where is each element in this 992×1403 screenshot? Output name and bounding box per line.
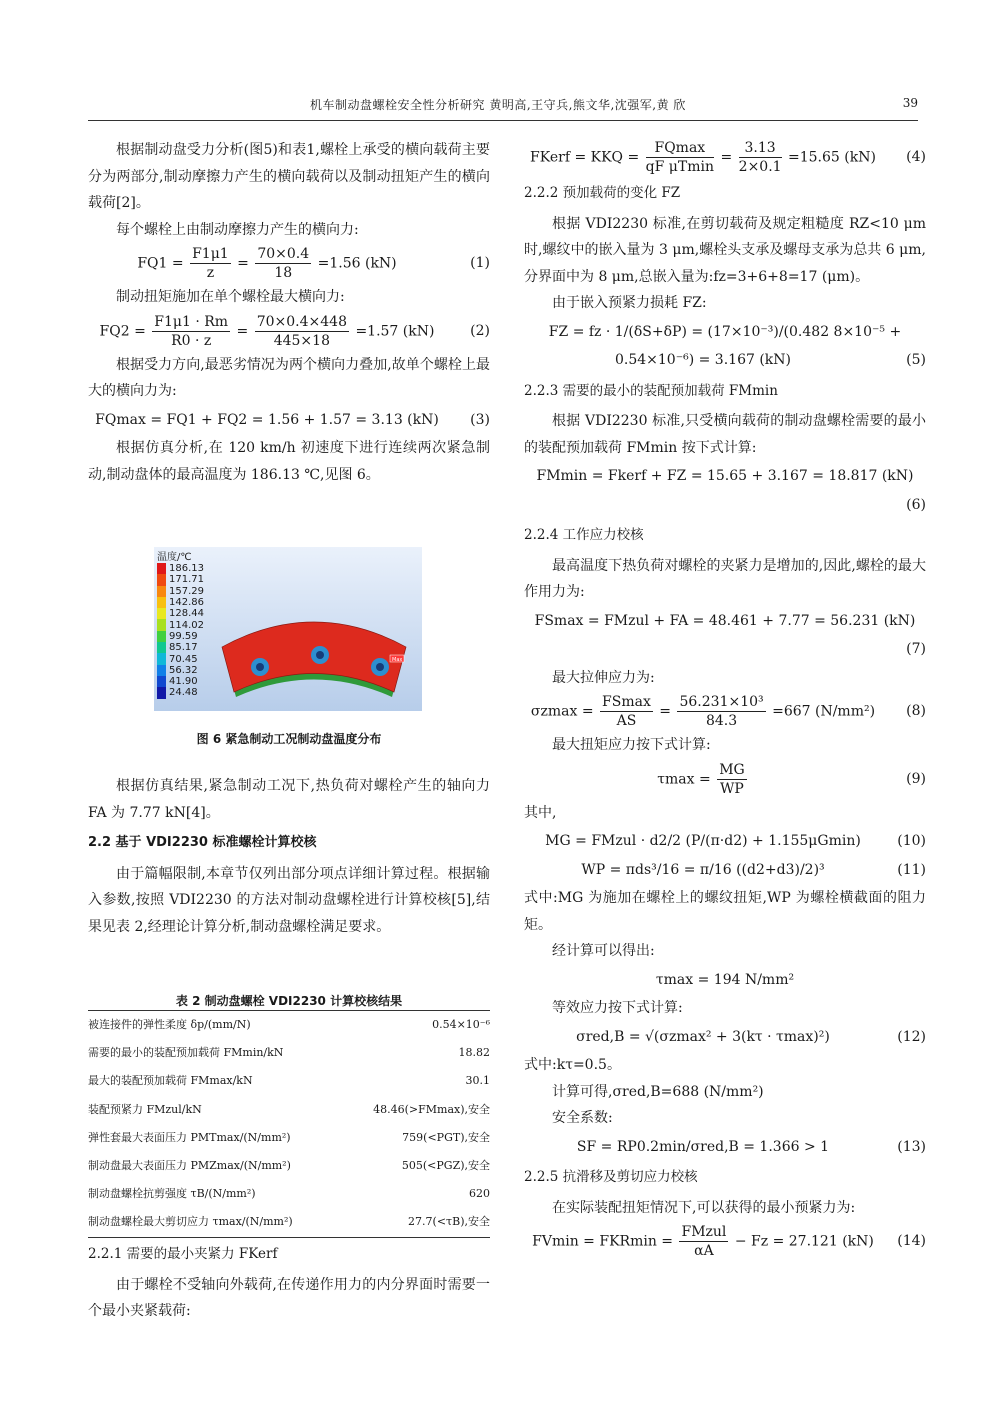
legend-value: 171.71 xyxy=(169,574,204,586)
equation-3: FQmax = FQ1 + FQ2 = 1.56 + 1.57 = 3.13 (kN) (3) xyxy=(88,407,490,434)
temperature-figure xyxy=(154,547,422,711)
paragraph: 根据仿真分析,在 120 km/h 初速度下进行连续两次紧急制动,制动盘体的最高温度为 186.13 ℃,见图 6。 xyxy=(88,440,490,483)
eq-lhs: FQ1 = xyxy=(137,255,184,272)
table-cell-value: 505(<PGZ),安全 xyxy=(401,1158,490,1172)
subsection-heading: 2.2.4 工作应力校核 xyxy=(524,527,644,543)
legend-value: 142.86 xyxy=(169,597,204,609)
table-cell-value: 48.46(>FMmax),安全 xyxy=(373,1102,490,1116)
table-row xyxy=(88,1011,490,1039)
header-divider xyxy=(88,120,918,121)
table-cell-value: 0.54×10⁻⁶ xyxy=(432,1018,490,1031)
fraction: $\frac{F1\mu 1}{z}$ xyxy=(192,246,229,281)
paragraph: 式中:kτ=0.5。 xyxy=(524,1057,621,1073)
running-header xyxy=(88,96,918,114)
equation-1: FQ1 = $\frac{F1\mu 1}{z}$ = $\frac{70\times 0.4}{18}$ =1.56 (kN) (1) xyxy=(137,246,490,281)
equation-number: (6) xyxy=(906,496,926,513)
legend-value: 56.32 xyxy=(169,664,198,676)
paragraph: 式中:MG 为施加在螺栓上的螺纹扭矩,WP 为螺栓横截面的阻力矩。 xyxy=(524,890,926,933)
table-row xyxy=(88,1096,490,1124)
equation-number: (12) xyxy=(897,1028,926,1045)
equation-number: (8) xyxy=(906,703,926,720)
legend-value: 157.29 xyxy=(169,585,204,597)
left-column xyxy=(88,137,490,488)
table-cell-parameter: 装配预紧力 FMzul/kN xyxy=(88,1102,202,1116)
table-row xyxy=(88,1208,490,1236)
paragraph: 计算可得,σred,B=688 (N/mm²) xyxy=(552,1083,764,1100)
paragraph: 最大扭矩应力按下式计算: xyxy=(552,737,711,753)
equation-tau: τmax = 194 N/mm² xyxy=(655,971,795,988)
equation-number: (14) xyxy=(897,1233,926,1250)
table-row xyxy=(88,1180,490,1208)
legend-value: 186.13 xyxy=(169,563,204,575)
equation-8: σzmax = $\frac{FSmax}{AS}$ = $\frac{\text{56.231×10³}}{84.3}$ =667 (N/mm²) (8) xyxy=(530,694,926,729)
subsection-heading: 2.2.5 抗滑移及剪切应力校核 xyxy=(524,1169,698,1185)
table-cell-value: 27.7(<τB),安全 xyxy=(408,1215,490,1229)
section-heading: 2.2 基于 VDI2230 标准螺栓计算校核 xyxy=(88,835,317,850)
paragraph: 制动扭矩施加在单个螺栓最大横向力: xyxy=(116,289,345,305)
fraction: $\frac{F1\mu 1 \cdot Rm}{R0 \cdot z}$ xyxy=(154,313,229,349)
legend-value: 114.02 xyxy=(169,619,204,631)
paragraph: 每个螺栓上由制动摩擦力产生的横向力: xyxy=(116,221,359,238)
equation-9: τmax = $\frac{MG}{WP}$ (9) xyxy=(657,761,926,797)
equation-10: MG = FMzul · d2/2 (P/(π·d2) + 1.155μGmin) (10) xyxy=(524,828,926,855)
equation-12: σred,B = √(σzmax² + 3(kτ · τmax)²) (12) xyxy=(524,1024,926,1051)
table-cell-parameter: 弹性套最大表面压力 PMTmax/(N/mm²) xyxy=(88,1130,291,1144)
fraction: $\frac{FSmax}{AS}$ xyxy=(602,694,651,729)
table-row xyxy=(88,1152,490,1180)
page-number: 39 xyxy=(902,96,918,110)
equation-number: (3) xyxy=(470,411,490,428)
eq-rhs: =1.56 (kN) xyxy=(317,255,397,272)
legend-value: 70.45 xyxy=(169,653,198,665)
equation-number: (5) xyxy=(906,352,926,368)
fraction: $\frac{\text{56.231×10³}}{84.3}$ xyxy=(679,694,764,729)
equation-number: (2) xyxy=(470,322,490,339)
paragraph: 安全系数: xyxy=(552,1110,613,1126)
right-column xyxy=(524,137,926,1262)
paragraph: 根据制动盘受力分析(图5)和表1,螺栓上承受的横向载荷主要分为两部分,制动摩擦力产生的横向载荷以及制动扭矩产生的横向载荷[2]。 xyxy=(88,142,490,211)
table-cell-parameter: 需要的最小的装配预加载荷 FMmin/kN xyxy=(88,1046,284,1060)
paragraph: 由于螺栓不受轴向外载荷,在传递作用力的内分界面时需要一个最小夹紧载荷: xyxy=(88,1276,490,1319)
equation-number: (7) xyxy=(906,641,926,657)
subsection-heading: 2.2.2 预加载荷的变化 FZ xyxy=(524,185,681,201)
paragraph: 根据受力方向,最恶劣情况为两个横向力叠加,故单个螺栓上最大的横向力为: xyxy=(88,356,490,399)
equation-4: FKerf = KKQ = $\frac{FQmax}{\text{qF μTmin}}$ = $\frac{3.13}{2\times 0.1}$ =15.65 (kN) (4) xyxy=(530,140,926,175)
table-cell-value: 30.1 xyxy=(465,1074,490,1088)
results-table xyxy=(88,1010,490,1238)
brake-disc-render xyxy=(154,547,422,711)
equation-number: (1) xyxy=(470,255,490,272)
equation-number: (9) xyxy=(906,770,926,787)
legend-title: 温度/℃ xyxy=(157,552,192,563)
equation-number: (13) xyxy=(897,1138,926,1155)
table-cell-value: 759(<PGT),安全 xyxy=(402,1130,490,1144)
equation-7: FSmax = FMzul + FA = 48.461 + 7.77 = 56.231 (kN) xyxy=(534,612,916,629)
equation-13: SF = RP0.2min/σred,B = 1.366 > 1 (13) xyxy=(524,1134,926,1161)
fraction: $\frac{MG}{WP}$ xyxy=(719,761,745,797)
legend-value: 99.59 xyxy=(169,630,198,642)
paragraph: 根据 VDI2230 标准,只受横向载荷的制动盘螺栓需要的最小的装配预加载荷 FMmin 按下式计算: xyxy=(524,413,926,456)
equation-number: (10) xyxy=(897,833,926,849)
equation-11: WP = πds³/16 = π/16 ((d2+d3)/2)³ (11) xyxy=(524,857,926,884)
equation-5b: 0.54×10⁻⁶) = 3.167 (kN) (5) xyxy=(524,347,926,374)
paragraph: 根据仿真结果,紧急制动工况下,热负荷对螺栓产生的轴向力 FA 为 7.77 kN[4]。 xyxy=(88,778,490,821)
equation-2: FQ2 = $\frac{F1\mu 1 \cdot Rm}{R0 \cdot z}$ = $\frac{70\times 0.4\times 448}{445\times 18}$ =1.57 (kN) (2) xyxy=(99,313,490,349)
paragraph: 在实际装配扭矩情况下,可以获得的最小预紧力为: xyxy=(552,1199,856,1216)
fraction: $\frac{3.13}{2\times 0.1}$ xyxy=(738,140,782,175)
fraction: $\frac{70\times 0.4\times 448}{445\times 18}$ xyxy=(256,313,347,349)
legend-value: 128.44 xyxy=(169,608,204,620)
left-column-bottom xyxy=(88,1237,490,1325)
max-marker-label: Max xyxy=(392,657,403,663)
running-title: 机车制动盘螺栓安全性分析研究 黄明高,王守兵,熊文华,沈强军,黄 欣 xyxy=(310,98,686,112)
legend-value: 85.17 xyxy=(169,642,198,654)
equation-number: (4) xyxy=(906,149,926,166)
paragraph: 由于篇幅限制,本章节仅列出部分项点详细计算过程。根据输入参数,按照 VDI2230 的方法对制动盘螺栓进行计算校核[5],结果见表 2,经理论计算分析,制动盘螺栓满足要求。 xyxy=(88,865,490,935)
paragraph: 等效应力按下式计算: xyxy=(552,1000,683,1016)
paragraph: 根据 VDI2230 标准,在剪切载荷及规定粗糙度 RZ<10 μm 时,螺纹中的嵌入量为 3 μm,螺栓头支承及螺母支承为总共 6 μm,分界面中为 8 μm,总嵌入量为:fz=3+6+8=17 (μm)。 xyxy=(524,215,926,285)
table-row xyxy=(88,1124,490,1152)
table-cell-parameter: 最大的装配预加载荷 FMmax/kN xyxy=(88,1074,253,1088)
table-cell-parameter: 制动盘螺栓抗剪强度 τB/(N/mm²) xyxy=(88,1187,256,1201)
table-cell-parameter: 被连接件的弹性柔度 δp/(mm/N) xyxy=(88,1018,251,1031)
table-cell-value: 18.82 xyxy=(458,1046,490,1060)
table-row xyxy=(88,1039,490,1067)
equation-6: FMmin = Fkerf + FZ = 15.65 + 3.167 = 18.817 (kN) xyxy=(536,468,914,484)
subsection-heading: 2.2.3 需要的最小的装配预加载荷 FMmin xyxy=(524,382,778,399)
equation-number: (11) xyxy=(897,861,926,878)
fraction: $\frac{70\times 0.4}{18}$ xyxy=(257,246,310,281)
table-row xyxy=(88,1067,490,1095)
paragraph: 由于嵌入预紧力损耗 FZ: xyxy=(552,295,707,311)
subsection-heading: 2.2.1 需要的最小夹紧力 FKerf xyxy=(88,1246,278,1262)
left-column-continued xyxy=(88,773,490,940)
fraction: $\frac{FQmax}{\text{qF μTmin}}$ xyxy=(645,140,715,175)
equation-14: FVmin = FKRmin = $\frac{\text{FMzul}}{\alpha A}$ − Fz = 27.121 (kN) (14) xyxy=(532,1224,926,1259)
paragraph: 最大拉伸应力为: xyxy=(552,669,655,686)
table-caption: 表 2 制动盘螺栓 VDI2230 计算校核结果 xyxy=(175,994,403,1008)
paragraph: 最高温度下热负荷对螺栓的夹紧力是增加的,因此,螺栓的最大作用力为: xyxy=(524,557,926,600)
legend-value: 41.90 xyxy=(169,676,198,688)
legend-value: 24.48 xyxy=(169,687,198,699)
equation-5a: FZ = fz · 1/(δS+δP) = (17×10⁻³)/(0.482 8×10⁻⁵ + xyxy=(548,323,902,340)
figure-caption: 图 6 紧急制动工况制动盘温度分布 xyxy=(196,732,382,746)
table-cell-value: 620 xyxy=(469,1187,490,1201)
table-cell-parameter: 制动盘螺栓最大剪切应力 τmax/(N/mm²) xyxy=(88,1215,293,1229)
fraction: $\frac{\text{FMzul}}{\alpha A}$ xyxy=(681,1224,727,1259)
table-cell-parameter: 制动盘最大表面压力 PMZmax/(N/mm²) xyxy=(88,1158,291,1172)
paragraph: 经计算可以得出: xyxy=(552,943,655,959)
paragraph: 其中, xyxy=(524,804,557,821)
